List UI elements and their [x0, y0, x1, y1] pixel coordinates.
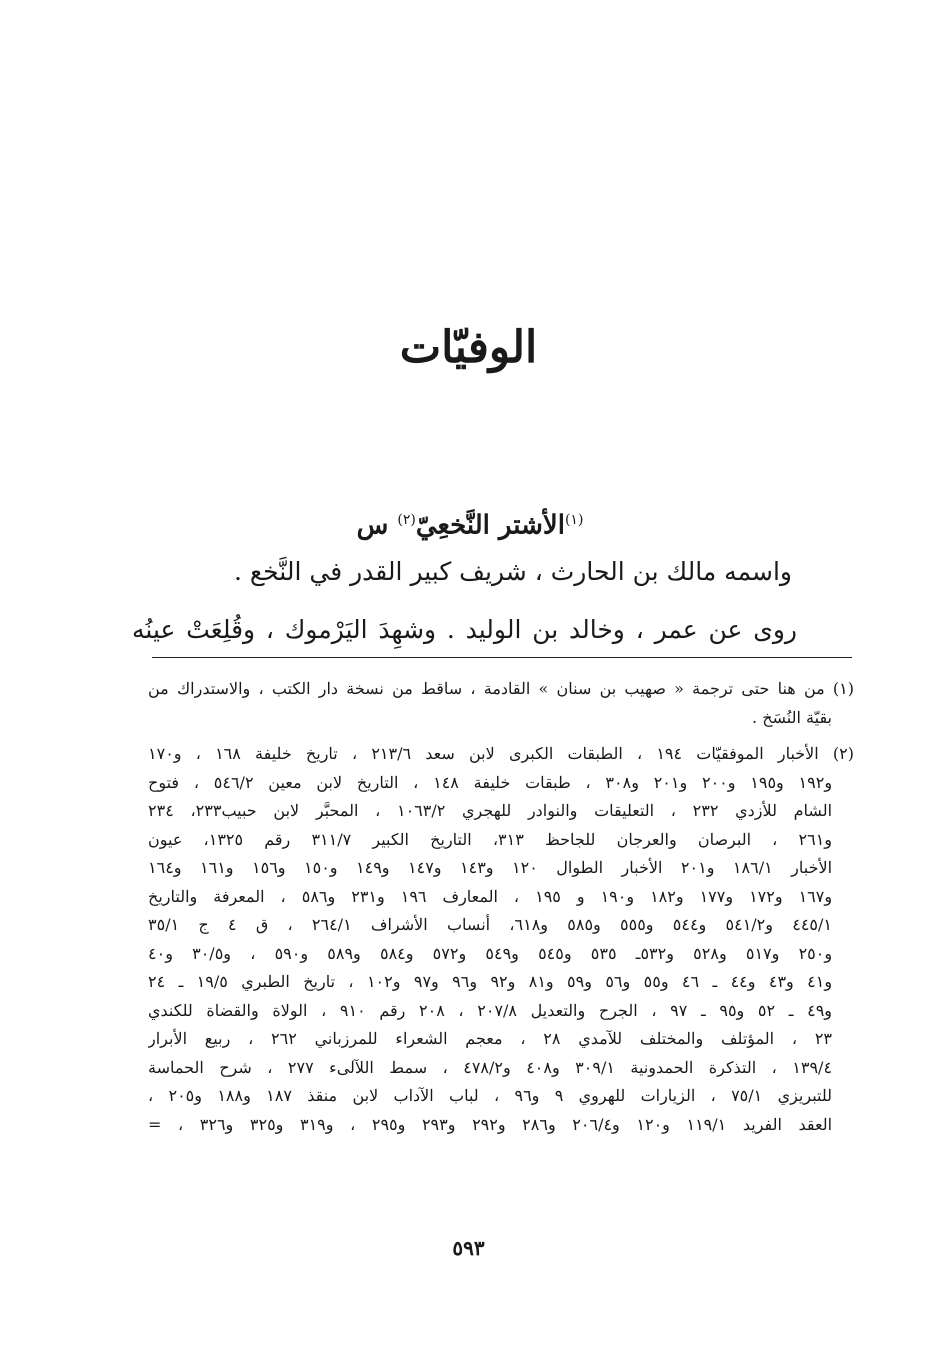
- body-line-2: روى عن عمر ، وخالد بن الوليد . وشهِدَ اليَرْموك ، وقُلِعَتْ عينُه: [132, 615, 797, 644]
- footnotes: [148, 675, 854, 1139]
- footnote-line: و١٦٧ و١٧٢ و١٧٧ و١٨٢ و١٩٠ و ١٩٥ ، المعارف ١٩٦ و٢٣١ و٥٨٦ ، المعرفة والتاريخ: [148, 886, 833, 906]
- footnote-line: و٤١ و٤٣ و٤٤ ـ ٤٦ و٥٥ و٥٦ و٥٩ و٨١ و٩٢ و٩٦ و٩٧ و١٠٢ ، تاريخ الطبري ١٩/٥ ـ ٢٤: [148, 972, 833, 991]
- page-number: ٥٩٣: [452, 1236, 485, 1260]
- footnote-marker-1[interactable]: (١): [564, 512, 584, 528]
- footnote-line: (٢) الأخبار الموفقيّات ١٩٤ ، الطبقات الكبرى لابن سعد ٢١٣/٦ ، تاريخ خليفة ١٦٨ ، و١٧٠: [148, 744, 854, 763]
- footnote-line: بقيّة النُسَخ .: [752, 707, 832, 727]
- footnote-2: [148, 740, 854, 1139]
- footnote-line: ٢٣ ، المؤتلف والمختلف للآمدي ٢٨ ، معجم الشعراء للمرزباني ٢٦٢ ، ربيع الأبرار: [148, 1029, 833, 1048]
- entry-title: الأشتر النَّخعِيّ: [415, 510, 565, 541]
- footnote-line: ١٣٩/٤ ، التذكرة الحمدونية ٣٠٩/١ و٤٠٨ و٤٧٨/٢ ، سمط اللآلىء ٢٧٧ ، شرح الحماسة: [148, 1057, 833, 1077]
- footnote-line: للتبريزي ٧٥/١ ، الزيارات للهروي ٩ و٩٦ ، لباب الآداب لابن منقذ ١٨٧ و١٨٨ و٢٠٥ ،: [148, 1086, 833, 1105]
- footnote-1: [148, 675, 854, 732]
- footnote-line: الشام للأزدي ٢٣٢ ، التعليقات والنوادر للهجري ١٠٦٣/٢ ، المحبَّر لابن حبيب٢٣٣، ٢٣٤: [148, 801, 833, 820]
- section-title: الوفيّات: [399, 322, 538, 373]
- footnote-line: الأخبار ١٨٦/١ و٢٠١ الأخبار الطوال ١٢٠ و١٤٣ و١٤٧ و١٤٩ و١٥٠ و١٥٦ و١٦١ و١٦٤: [148, 858, 833, 877]
- footnote-line: (١) من هنا حتى ترجمة « صهيب بن سنان » القادمة ، ساقط من نسخة دار الكتب ، والاستدراك من: [148, 679, 854, 698]
- footnote-line: و٢٥٠ و٥١٧ و٥٢٨ و٥٣٢ـ ٥٣٥ و٥٤٥ و٥٤٩ و٥٧٢ و٥٨٤ و٥٨٩ و٥٩٠ ، و٣٠/٥ و٤٠: [148, 943, 833, 963]
- body-line-1: واسمه مالك بن الحارث ، شريف كبير القدر في النَّخع .: [233, 557, 792, 586]
- footnote-marker-2[interactable]: (٢): [397, 512, 416, 528]
- footnote-line: و٤٩ ـ ٥٢ و٩٥ ـ ٩٧ ، الجرح والتعديل ٢٠٧/٨ ، ٢٠٨ رقم ٩١٠ ، الولاة والقضاة للكندي: [148, 1000, 833, 1020]
- footnote-line: ٤٤٥/١ و٥٤١/٢ و٥٤٤ و٥٥٥ و٥٨٥ و٦١٨، أنساب الأشراف ٢٦٤/١ ، ق ٤ ج ٣٥/١: [148, 915, 832, 934]
- footnote-separator: [152, 657, 852, 658]
- footnote-line: و١٩٢ و١٩٥ و٢٠٠ و٢٠١ و٣٠٨ ، طبقات خليفة ١٤٨ ، التاريخ لابن معين ٥٤٦/٢ ، فتوح: [148, 772, 833, 792]
- footnote-line: العقد الفريد ١١٩/١ و١٢٠ و٢٠٦/٤ و٢٨٦ و٢٩٢ و٢٩٣ و٢٩٥ ، و٣١٩ و٣٢٥ و٣٢٦ ، =: [148, 1114, 833, 1134]
- footnote-line: و٢٦١ ، البرصان والعرجان للجاحظ ٣١٣، التاريخ الكبير ٣١١/٧ رقم ١٣٢٥، عيون: [148, 829, 833, 849]
- entry-heading: [150, 500, 790, 546]
- entry-suffix: س: [356, 510, 389, 541]
